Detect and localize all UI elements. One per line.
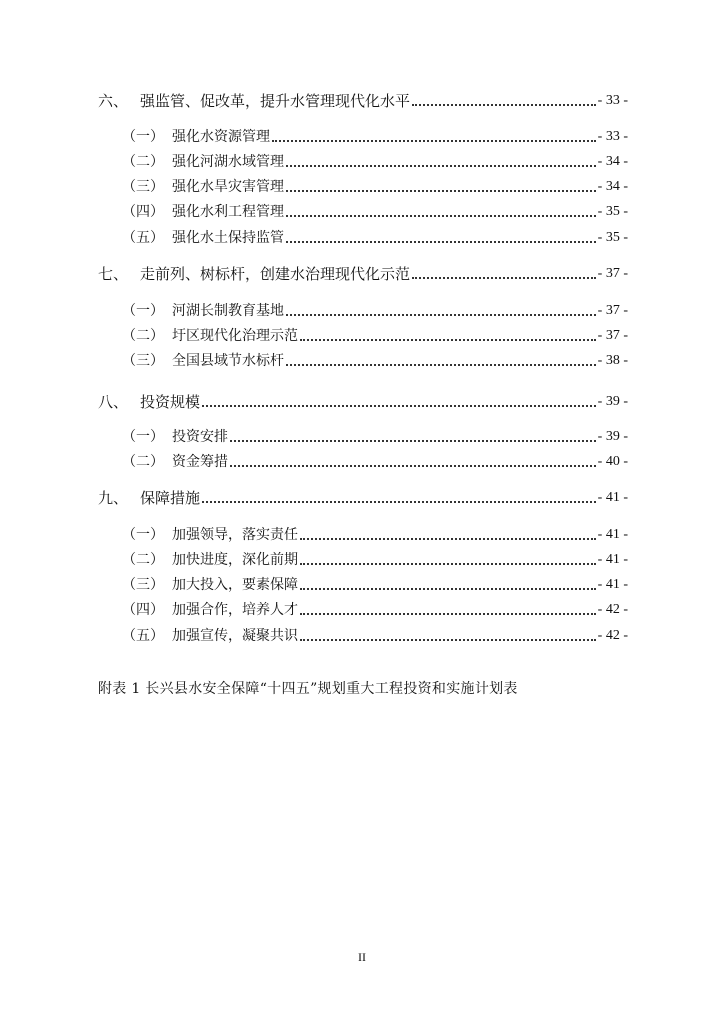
chapter-title: 投资规模: [140, 393, 201, 411]
section-title: 加强宣传，凝聚共识: [172, 628, 298, 644]
toc-section-6-3[interactable]: [122, 178, 628, 196]
toc-chapter-7[interactable]: [98, 265, 628, 283]
page-number: - 34 -: [597, 154, 628, 169]
chapter-number: 七、: [98, 265, 129, 283]
toc-section-7-1[interactable]: [122, 302, 628, 320]
chapter-title: 强监管、促改革，提升水管理现代化水平: [140, 92, 411, 110]
section-title: 圩区现代化治理示范: [172, 328, 298, 344]
dot-leader: [272, 140, 596, 142]
toc-section-6-5[interactable]: [122, 229, 628, 247]
section-number: （五）: [122, 628, 164, 644]
section-number: （四）: [122, 204, 164, 220]
page-footer-number: II: [358, 950, 366, 964]
section-number: （一）: [122, 303, 164, 319]
dot-leader: [286, 364, 596, 366]
chapter-number: 六、: [98, 92, 129, 110]
chapter-number: 八、: [98, 393, 129, 411]
chapter-number: 九、: [98, 489, 129, 507]
chapter-title: 保障措施: [140, 489, 201, 507]
section-number: （一）: [122, 129, 164, 145]
page-number: - 42 -: [597, 628, 628, 643]
toc-section-7-3[interactable]: [122, 352, 628, 370]
dot-leader: [202, 405, 596, 407]
page-number: - 33 -: [597, 93, 628, 108]
appendix-entry[interactable]: 附表 1 长兴县水安全保障“十四五”规划重大工程投资和实施计划表: [98, 681, 518, 697]
page-number: - 35 -: [597, 230, 628, 245]
dot-leader: [286, 314, 596, 316]
section-title: 资金筹措: [172, 454, 228, 470]
dot-leader: [412, 277, 596, 279]
page-number: - 39 -: [597, 394, 628, 409]
dot-leader: [202, 501, 596, 503]
section-title: 加强领导，落实责任: [172, 527, 298, 543]
dot-leader: [300, 639, 596, 641]
dot-leader: [300, 613, 596, 615]
page-number: - 35 -: [597, 204, 628, 219]
toc-section-9-1[interactable]: [122, 526, 628, 544]
section-number: （二）: [122, 454, 164, 470]
dot-leader: [286, 241, 596, 243]
toc-chapter-8[interactable]: [98, 393, 628, 411]
page-number: - 37 -: [597, 303, 628, 318]
section-number: （二）: [122, 552, 164, 568]
toc-section-8-1[interactable]: [122, 428, 628, 446]
dot-leader: [230, 465, 596, 467]
section-title: 河湖长制教育基地: [172, 303, 284, 319]
section-number: （一）: [122, 527, 164, 543]
page-number: - 41 -: [597, 527, 628, 542]
chapter-title: 走前列、树标杆，创建水治理现代化示范: [140, 265, 411, 283]
page-number: - 42 -: [597, 602, 628, 617]
dot-leader: [300, 339, 596, 341]
page-number: - 38 -: [597, 353, 628, 368]
section-title: 加快进度，深化前期: [172, 552, 298, 568]
page-number: - 40 -: [597, 454, 628, 469]
dot-leader: [286, 165, 596, 167]
page-number: - 37 -: [597, 328, 628, 343]
section-title: 强化水资源管理: [172, 129, 270, 145]
toc-section-9-2[interactable]: [122, 551, 628, 569]
page-number: - 37 -: [597, 266, 628, 281]
section-title: 加大投入，要素保障: [172, 577, 298, 593]
dot-leader: [230, 440, 596, 442]
dot-leader: [286, 215, 596, 217]
section-number: （三）: [122, 577, 164, 593]
toc-chapter-9[interactable]: [98, 489, 628, 507]
section-number: （三）: [122, 353, 164, 369]
toc-section-9-5[interactable]: [122, 627, 628, 645]
section-number: （三）: [122, 179, 164, 195]
page-number: - 33 -: [597, 129, 628, 144]
page-number: - 39 -: [597, 429, 628, 444]
toc-section-6-4[interactable]: [122, 203, 628, 221]
page-number: - 41 -: [597, 577, 628, 592]
dot-leader: [300, 588, 596, 590]
section-number: （一）: [122, 429, 164, 445]
toc-chapter-6[interactable]: [98, 92, 628, 110]
toc-section-9-3[interactable]: [122, 576, 628, 594]
dot-leader: [300, 538, 596, 540]
section-title: 全国县域节水标杆: [172, 353, 284, 369]
section-title: 强化水旱灾害管理: [172, 179, 284, 195]
dot-leader: [300, 563, 596, 565]
page-number: - 34 -: [597, 179, 628, 194]
section-number: （二）: [122, 154, 164, 170]
dot-leader: [286, 190, 596, 192]
section-title: 投资安排: [172, 429, 228, 445]
page-number: - 41 -: [597, 552, 628, 567]
section-title: 加强合作，培养人才: [172, 602, 298, 618]
toc-section-7-2[interactable]: [122, 327, 628, 345]
page-number: - 41 -: [597, 490, 628, 505]
section-number: （四）: [122, 602, 164, 618]
section-number: （五）: [122, 230, 164, 246]
toc-section-6-2[interactable]: [122, 153, 628, 171]
section-title: 强化水土保持监管: [172, 230, 284, 246]
dot-leader: [412, 104, 596, 106]
section-number: （二）: [122, 328, 164, 344]
section-title: 强化河湖水域管理: [172, 154, 284, 170]
toc-section-6-1[interactable]: [122, 128, 628, 146]
section-title: 强化水利工程管理: [172, 204, 284, 220]
toc-section-9-4[interactable]: [122, 601, 628, 619]
toc-section-8-2[interactable]: [122, 453, 628, 471]
